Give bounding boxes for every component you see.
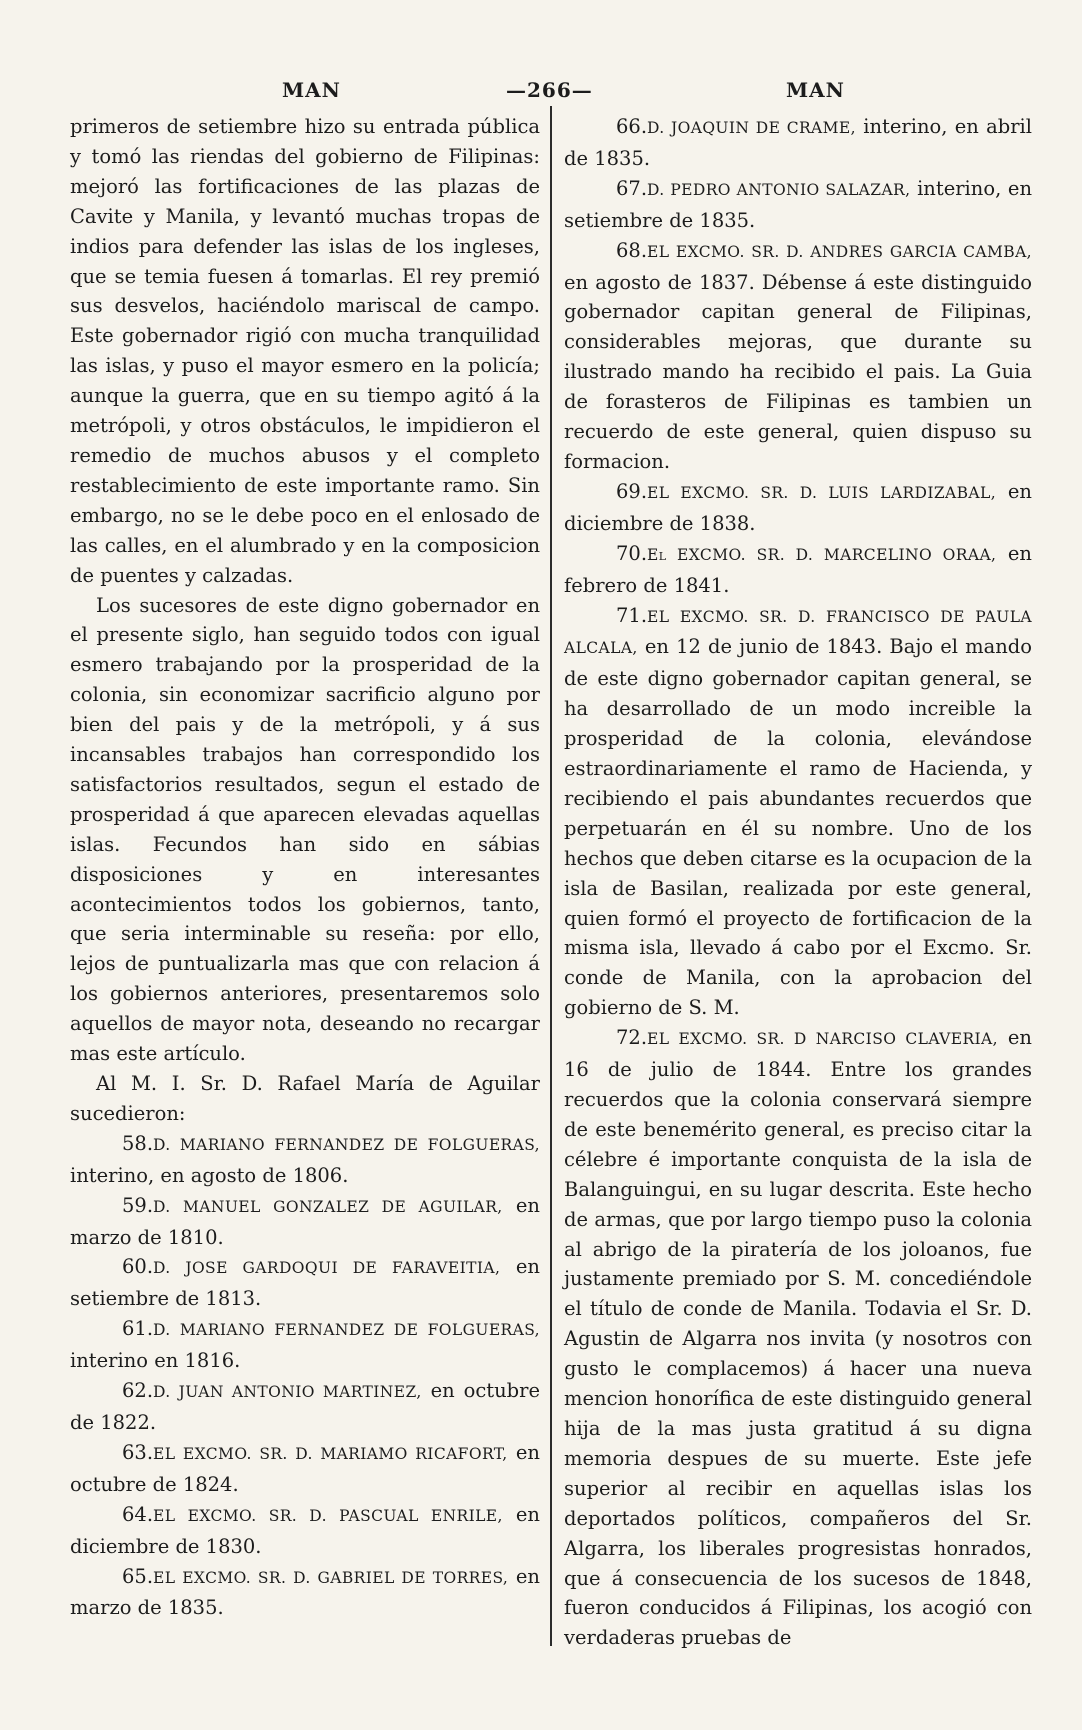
entry-number: 69.	[616, 479, 648, 503]
governor-name: D. MANUEL GONZALEZ DE AGUILAR,	[153, 1197, 503, 1216]
governor-name: D. PEDRO ANTONIO SALAZAR,	[647, 180, 911, 199]
governor-entry	[70, 1252, 540, 1314]
entry-number: 63.	[122, 1440, 154, 1464]
governor-entry	[70, 1500, 540, 1562]
entry-number: 61.	[122, 1317, 154, 1341]
governor-entry	[564, 112, 1032, 174]
entry-text: interino, en agosto de 1806.	[70, 1163, 349, 1187]
entry-number: 58.	[122, 1131, 154, 1155]
governor-entry	[564, 539, 1032, 601]
governor-entry	[70, 1438, 540, 1500]
entry-number: 71.	[616, 603, 648, 627]
governor-entry	[70, 1191, 540, 1253]
entry-number: 67.	[616, 176, 648, 200]
entry-text: en setiembre de 1813.	[70, 1255, 540, 1311]
entry-text: en marzo de 1810.	[70, 1193, 540, 1249]
paragraph: Al M. I. Sr. D. Rafael María de Aguilar sucedieron:	[70, 1072, 540, 1125]
entry-text: en octubre de 1824.	[70, 1440, 540, 1496]
governor-name: EL EXCMO. SR. D. GABRIEL DE TORRES,	[153, 1568, 509, 1587]
running-head-right: MAN	[786, 78, 845, 102]
entry-number: 62.	[122, 1379, 154, 1403]
governor-name: D. JUAN ANTONIO MARTINEZ,	[153, 1383, 422, 1402]
governor-entry	[564, 236, 1032, 477]
entry-text: interino, en setiembre de 1835.	[564, 176, 1033, 232]
entry-number: 70.	[616, 541, 648, 565]
governor-name: EL EXCMO. SR. D. LUIS LARDIZABAL,	[647, 483, 997, 502]
governor-entry	[564, 1023, 1032, 1653]
entry-text: en diciembre de 1830.	[70, 1502, 540, 1558]
entry-number: 68.	[616, 238, 648, 262]
governor-entry	[70, 1129, 540, 1191]
paragraph: Los sucesores de este digno gobernador en el presente siglo, han seguido todos con igual esmero trabajando por la prosperidad de la colonia, sin economizar sacrificio alguno por bien del pais y de la metrópoli, y á sus incansables trabajos han correspondido los satisfactorios resultados, segun el estado de prosperidad á que aparecen elevadas aquellas islas. Fecundos han sido en sábias disposiciones y en interesantes acontecimientos todos los gobiernos, tanto, que seria interminable su reseña: por ello, lejos de puntualizarla mas que con relacion á los gobiernos anteriores, presentaremos solo aquellos de mayor nota, deseando no recargar mas este artículo.	[70, 593, 540, 1066]
governor-entry	[70, 1376, 540, 1438]
entry-text: en febrero de 1841.	[564, 541, 1032, 597]
entry-text: interino, en abril de 1835.	[564, 115, 1033, 170]
entry-text: en marzo de 1835.	[70, 1564, 540, 1620]
governor-name: EL EXCMO. SR. D. ANDRES GARCIA CAMBA,	[647, 242, 1032, 261]
governor-name: D. JOSE GARDOQUI DE FARAVEITIA,	[153, 1259, 501, 1278]
entry-text: en diciembre de 1838.	[564, 479, 1032, 535]
left-column	[70, 112, 540, 1623]
entry-number: 60.	[122, 1255, 154, 1279]
governor-entry	[564, 477, 1032, 539]
governor-name: El EXCMO. SR. D. MARCELINO ORAA,	[647, 545, 997, 564]
governor-name: EL EXCMO. SR. D. PASCUAL ENRILE,	[153, 1506, 503, 1525]
governor-entry	[70, 1562, 540, 1624]
entry-number: 59.	[122, 1193, 154, 1217]
entry-number: 64.	[122, 1502, 154, 1526]
column-divider	[550, 106, 552, 1646]
governor-entry	[564, 601, 1032, 1024]
entry-number: 65.	[122, 1564, 154, 1588]
running-head-left: MAN	[282, 78, 341, 102]
right-column	[564, 112, 1032, 1653]
entry-number: 66.	[616, 115, 648, 138]
governor-name: D. MARIANO FERNANDEZ DE FOLGUERAS,	[153, 1321, 540, 1340]
entry-text: en 12 de junio de 1843. Bajo el mando de este digno gobernador capitan general, se ha desarrollado de un modo increible la prosperidad de la colonia, elevándose estraordinariamente el ramo de Hacienda, y recibiendo el pais abundantes recuerdos que perpetuarán en él su nombre. Uno de los hechos que deben citarse es la ocupacion de la isla de Basilan, realizada por este general, quien formó el proyecto de fortificacion de la misma isla, llevado á cabo por el Excmo. Sr. conde de Manila, con la aprobacion del gobierno de S. M.	[564, 635, 1032, 1020]
governor-name: D. MARIANO FERNANDEZ DE FOLGUERAS,	[153, 1135, 540, 1154]
governor-entry	[70, 1314, 540, 1376]
paragraph: primeros de setiembre hizo su entrada pública y tomó las riendas del gobierno de Filipinas: mejoró las fortificaciones de las plazas de Cavite y Manila, y levantó muchas tropas de indios para defender las islas de los ingleses, que se temia fuesen á tomarlas. El rey premió sus desvelos, haciéndolo mariscal de campo. Este gobernador rigió con mucha tranquilidad las islas, y puso el mayor esmero en la policía; aunque la guerra, que en su tiempo agitó á la metrópoli, y otros obstáculos, le impidieron el remedio de muchos abusos y el completo restablecimiento de este importante ramo. Sin embargo, no se le debe poco en el enlosado de las calles, en el alumbrado y en la composicion de puentes y calzadas.	[70, 115, 540, 587]
governor-name: EL EXCMO. SR. D NARCISO CLAVERIA,	[647, 1030, 998, 1049]
governor-name: EL EXCMO. SR. D. FRANCISCO DE PAULA ALCALA,	[564, 607, 1032, 658]
governor-name: D. JOAQUIN DE CRAME,	[647, 119, 856, 137]
entry-text: en agosto de 1837. Débense á este distinguido gobernador capitan general de Filipinas, considerables mejoras, que durante su ilustrado mando ha recibido el pais. La Guia de forasteros de Filipinas es tambien un recuerdo de este general, quien dispuso su formacion.	[564, 270, 1032, 473]
page-number: —266—	[506, 78, 593, 102]
entry-text: interino en 1816.	[70, 1349, 241, 1373]
entry-number: 72.	[616, 1026, 648, 1050]
entry-text: en 16 de julio de 1844. Entre los grandes recuerdos que la colonia conservará siempre de este benemérito general, es preciso citar la célebre é importante conquista de la isla de Balanguingui, en su lugar descrita. Este hecho de armas, que por largo tiempo puso la colonia al abrigo de la piratería de los joloanos, fue justamente premiado por S. M. concediéndole el título de conde de Manila. Todavia el Sr. D. Agustin de Algarra nos invita (y nosotros con gusto le complacemos) á hacer una nueva mencion honorífica de este distinguido general hija de la mas justa gratitud á su digna memoria despues de su muerte. Este jefe superior al recibir en aquellas islas los deportados políticos, compañeros del Sr. Algarra, los liberales progresistas honrados, que á consecuencia de los sucesos de 1848, fueron conducidos á Filipinas, los acogió con verdaderas pruebas de	[564, 1026, 1032, 1650]
entry-text: en octubre de 1822.	[70, 1379, 540, 1434]
governor-name: EL EXCMO. SR. D. MARIAMO RICAFORT,	[153, 1444, 508, 1463]
governor-entry	[564, 174, 1032, 236]
